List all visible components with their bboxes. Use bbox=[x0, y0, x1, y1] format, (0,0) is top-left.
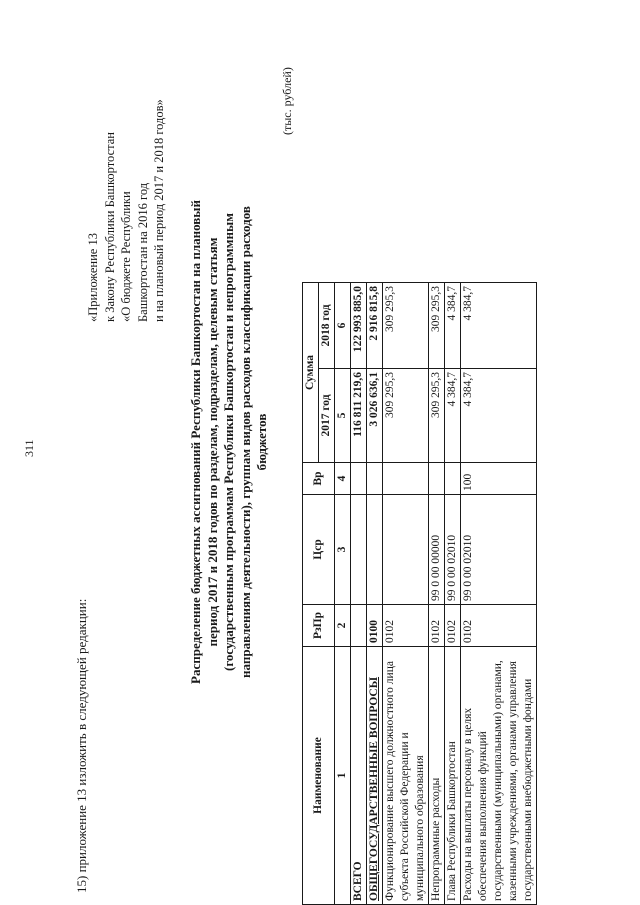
units-label: (тыс. рублей) bbox=[280, 67, 294, 135]
annex-line: «Приложение 13 bbox=[86, 233, 100, 322]
column-number: 6 bbox=[335, 283, 351, 369]
header-rzpr: РзПр bbox=[303, 605, 335, 647]
row-vr bbox=[429, 463, 445, 495]
header-vr: Вр bbox=[303, 463, 335, 495]
row-2017: 309 295,3 bbox=[383, 369, 429, 463]
row-csr bbox=[367, 495, 383, 605]
annex-line: к Закону Республики Башкортостан bbox=[102, 132, 117, 322]
row-2017: 4 384,7 bbox=[461, 369, 537, 463]
row-vr bbox=[351, 463, 367, 495]
row-name: Глава Республики Башкортостан bbox=[445, 647, 461, 905]
row-rzpr: 0100 bbox=[367, 605, 383, 647]
row-2018: 4 384,7 bbox=[445, 283, 461, 369]
table-row bbox=[461, 283, 537, 905]
table-header-row bbox=[303, 283, 319, 905]
table-row bbox=[445, 283, 461, 905]
header-sum: Сумма bbox=[303, 283, 319, 463]
table-row bbox=[351, 283, 367, 905]
row-rzpr: 0102 bbox=[383, 605, 429, 647]
annex-line: «О бюджете Республики bbox=[119, 191, 133, 322]
header-2017: 2017 год bbox=[319, 369, 335, 463]
document-heading: Распределение бюджетных ассигнований Республики Башкортостан на плановый период 2017 и 2018 годов по разделам, подразделам, целевым статьям (государственным программам Республики Башкортостан и непрограммным направлениям деятельности), группам видов расходов классификации расходов бюджетов bbox=[188, 200, 269, 684]
column-number: 1 bbox=[335, 647, 351, 905]
row-csr: 99 0 00 02010 bbox=[461, 495, 537, 605]
row-2018: 309 295,3 bbox=[383, 283, 429, 369]
row-csr bbox=[351, 495, 367, 605]
header-csr: Цср bbox=[303, 495, 335, 605]
row-rzpr bbox=[351, 605, 367, 647]
row-2017: 3 026 636,1 bbox=[367, 369, 383, 463]
annex-line: Башкортостан на 2016 год bbox=[135, 182, 150, 322]
row-rzpr: 0102 bbox=[461, 605, 537, 647]
row-2018: 4 384,7 bbox=[461, 283, 537, 369]
row-vr bbox=[445, 463, 461, 495]
column-number: 4 bbox=[335, 463, 351, 495]
row-name: Функционирование высшего должностного лица субъекта Российской Федерации и муниципального образования bbox=[383, 647, 429, 905]
row-2018: 122 993 885,0 bbox=[351, 283, 367, 369]
header-2018: 2018 год bbox=[319, 283, 335, 369]
row-2017: 4 384,7 bbox=[445, 369, 461, 463]
header-name: Наименование bbox=[303, 647, 335, 905]
row-name: ВСЕГО bbox=[351, 647, 367, 905]
row-vr bbox=[383, 463, 429, 495]
row-name: Расходы на выплаты персоналу в целях обеспечения выполнения функций государственными (муниципальными) органами, казенными учреждениями, органами управления государственными внебюджетными фондами bbox=[461, 647, 537, 905]
column-number: 5 bbox=[335, 369, 351, 463]
column-number: 2 bbox=[335, 605, 351, 647]
column-number: 3 bbox=[335, 495, 351, 605]
row-2018: 2 916 815,8 bbox=[367, 283, 383, 369]
row-csr: 99 0 00 02010 bbox=[445, 495, 461, 605]
row-csr: 99 0 00 00000 bbox=[429, 495, 445, 605]
row-csr bbox=[383, 495, 429, 605]
budget-table bbox=[302, 282, 537, 905]
intro-paragraph: 15) приложение 13 изложить в следующей редакции: bbox=[74, 598, 89, 893]
row-2017: 309 295,3 bbox=[429, 369, 445, 463]
row-rzpr: 0102 bbox=[445, 605, 461, 647]
row-rzpr: 0102 bbox=[429, 605, 445, 647]
row-name: ОБЩЕГОСУДАРСТВЕННЫЕ ВОПРОСЫ bbox=[367, 647, 383, 905]
column-number-row bbox=[335, 283, 351, 905]
table-row bbox=[383, 283, 429, 905]
row-2017: 116 811 219,6 bbox=[351, 369, 367, 463]
table-row bbox=[367, 283, 383, 905]
annex-header bbox=[85, 99, 168, 322]
page-number: 311 bbox=[22, 439, 36, 457]
row-vr bbox=[367, 463, 383, 495]
row-vr: 100 bbox=[461, 463, 537, 495]
annex-line: и на плановый период 2017 и 2018 годов» bbox=[152, 99, 166, 322]
table-row bbox=[429, 283, 445, 905]
row-name: Непрограммные расходы bbox=[429, 647, 445, 905]
row-2018: 309 295,3 bbox=[429, 283, 445, 369]
